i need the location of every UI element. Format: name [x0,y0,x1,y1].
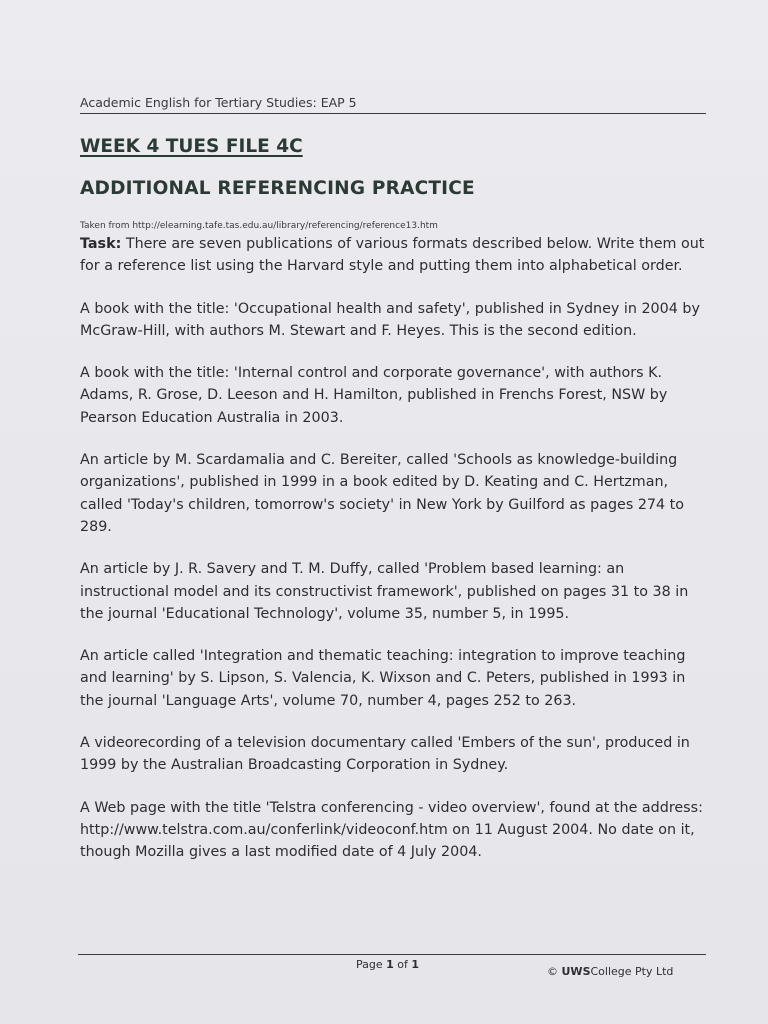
page-word: Page [356,958,387,971]
page-number [356,958,419,971]
publication-1: A book with the title: 'Occupational health and safety', published in Sydney in 2004 by McGraw-Hill, with authors M. Stewart and F. Heyes. This is the second edition. [80,300,700,339]
source-note: Taken from http://elearning.tafe.tas.edu.au/library/referencing/reference13.htm [80,221,438,231]
document-body [80,233,710,884]
week-title: WEEK 4 TUES FILE 4C [80,136,303,157]
copyright-symbol: © [547,965,562,978]
page-current: 1 [386,958,394,971]
running-head: Academic English for Tertiary Studies: EAP 5 [80,95,706,114]
page-total: 1 [411,958,420,971]
task-paragraph [80,233,710,278]
publication-7: A Web page with the title 'Telstra conferencing - video overview', found at the address: http://www.telstra.com.au/conferlink/videoconf.htm on 11 August 2004. No date on it, though Mozilla gives a last modified date of 4 July 2004. [80,799,703,861]
publication-2: A book with the title: 'Internal control and corporate governance', with authors K. Adams, R. Grose, D. Leeson and H. Hamilton, published in Frenchs Forest, NSW by Pearson Education Australia in 2003. [80,365,668,426]
copyright [547,965,673,978]
publication-5: An article called 'Integration and thematic teaching: integration to improve teaching and learning' by S. Lipson, S. Valencia, K. Wixson and C. Peters, published in 1993 in the journal 'Language Arts', volume 70, number 4, pages 252 to 263. [80,648,686,709]
page-of: of [393,958,412,971]
publication-6: A videorecording of a television documentary called 'Embers of the sun', produced in 1999 by the Australian Broadcasting Corporation in Sydney. [80,735,690,774]
task-text: There are seven publications of various formats described below. Write them out for a reference list using the Harvard style and putting them into alphabetical order. [80,236,705,275]
copyright-brand: UWS [561,965,591,978]
footer-divider [78,954,706,955]
publication-4: An article by J. R. Savery and T. M. Duffy, called 'Problem based learning: an instructional model and its constructivist framework', published on pages 31 to 38 in the journal 'Educational Technology', volume 35, number 5, in 1995. [80,561,689,622]
section-title: ADDITIONAL REFERENCING PRACTICE [80,178,475,199]
publication-3: An article by M. Scardamalia and C. Bereiter, called 'Schools as knowledge-building organizations', published in 1999 in a book edited by D. Keating and C. Hertzman, called 'Today's children, tomorrow's society' in New York by Guilford as pages 274 to 289. [80,452,685,535]
copyright-rest: College Pty Ltd [590,965,674,978]
task-label: Task: [80,236,122,252]
